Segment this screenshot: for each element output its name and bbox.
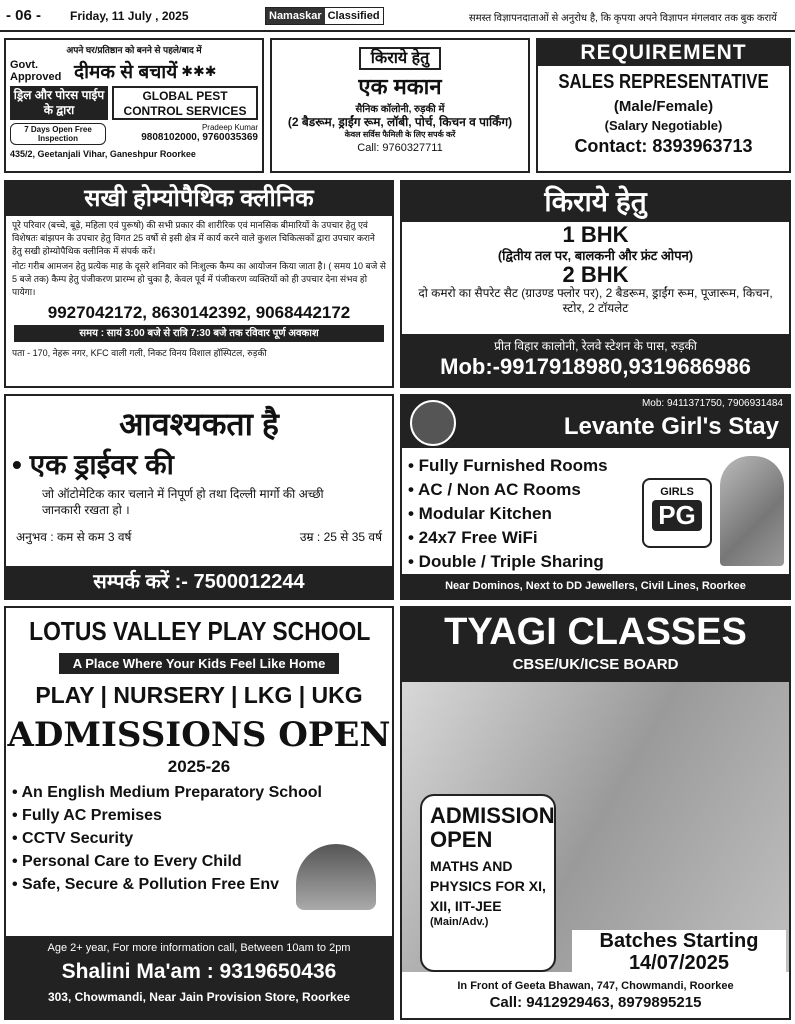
- rent-call: Call: 9760327711: [357, 142, 443, 154]
- rent-note: केवल सर्विस फैमिली के लिए सपर्क करें: [344, 130, 456, 139]
- free-inspection-badge: 7 Days Open Free Inspection: [10, 123, 106, 145]
- levante-feature: • AC / Non AC Rooms: [408, 480, 581, 499]
- ad-sales-requirement: [536, 38, 791, 173]
- levante-feature: • Modular Kitchen: [408, 504, 552, 523]
- levante-mobile: Mob: 9411371750, 7906931484: [641, 398, 783, 409]
- ad-house-rent: [270, 38, 530, 173]
- clinic-address: पता - 170, नेहरू नगर, KFC वाली गली, निकट विनय विशाल हॉस्पिटल, रुड़की: [12, 348, 267, 358]
- school-feature: • An English Medium Preparatory School: [12, 784, 322, 801]
- driver-contact: सम्पर्क करें :- 7500012244: [6, 566, 392, 598]
- page-number: - 06 -: [6, 7, 42, 24]
- school-feature: • Fully AC Premises: [12, 807, 162, 824]
- driver-age: उम्र : 25 से 35 वर्ष: [299, 530, 382, 544]
- levante-feature: • Fully Furnished Rooms: [408, 456, 608, 475]
- ad-driver-needed: [4, 394, 394, 600]
- bhk-two-desc: दो कमरो का सैपरेट सैट (ग्राउण्ड फ्लोर पर), 2 बैडरूम, ड्राईंग रूम, पूजारूम, किचन, स्टोर, 2 टॉयलेट: [418, 286, 773, 315]
- driver-description: जो ऑटोमेटिक कार चलाने में निपूर्ण हो तथा दिल्ली मार्गो की अच्छी जानकारी रखता हो ।: [42, 487, 324, 517]
- badge-top: GIRLS: [660, 486, 694, 498]
- tyagi-address: In Front of Geeta Bhawan, 747, Chowmandi, Roorkee: [457, 980, 734, 992]
- page-date: Friday, 11 July , 2025: [70, 9, 189, 23]
- pest-phones: 9808102000, 9760035369: [141, 132, 258, 143]
- bhk-one: 1 BHK: [562, 222, 629, 247]
- bhk-two: 2 BHK: [562, 262, 629, 287]
- clinic-timing: समय : सायं 3:00 बजे से रात्रि 7:30 बजे तक रविवार पूर्ण अवकाश: [14, 325, 384, 342]
- ad-homeopathic-clinic: [4, 180, 394, 388]
- pest-address: 435/2, Geetanjali Vihar, Ganeshpur Roorkee: [10, 149, 196, 159]
- levante-title: Levante Girl's Stay: [563, 413, 779, 440]
- brand-name-b: Classified: [327, 10, 380, 22]
- company-name: GLOBAL PEST CONTROL SERVICES: [112, 86, 258, 120]
- clinic-note: नोटः गरीब आमजन हेतु प्रत्येक माह के दूसरे शनिवार को निःशुल्क कैम्प का आयोजन किया जाता है। ( समय 10 बजे से 5 बजे तक) कैम्प हेतु पंजीकरण प्रारम्भ हो चुका है, केवल पूर्व में पंजीकरण व्यक्तियों को ही उपचार देना संभव हो पायेगा।: [12, 261, 386, 297]
- bhk-location: प्रीत विहार कालोनी, रेलवे स्टेशन के पास, रुड़की: [494, 339, 697, 353]
- girl-photo: [720, 456, 784, 566]
- tyagi-board: CBSE/UK/ICSE BOARD: [512, 656, 679, 673]
- levante-feature: • 24x7 Free WiFi: [408, 528, 538, 547]
- ad-pest-control: [4, 38, 264, 173]
- admission-line-2: OPEN: [430, 827, 493, 852]
- levante-feature: • Double / Triple Sharing: [408, 552, 604, 571]
- bhk-one-desc: (द्वितीय तल पर, बालकनी और फ्रंट ओपन): [497, 248, 694, 263]
- school-admission: ADMISSIONS OPEN: [7, 715, 391, 755]
- rent-details: (2 बैडरूम, ड्राईंग रूम, लॉबी, पोर्च, किचन व पार्किंग): [287, 115, 513, 129]
- driver-subtitle: • एक ड्राईवर की: [12, 449, 174, 480]
- ad-coaching-classes: [400, 606, 791, 1020]
- school-classes: PLAY | NURSERY | LKG | UKG: [35, 682, 363, 708]
- batch-panel: [572, 930, 786, 978]
- school-title: LOTUS VALLEY PLAY SCHOOL: [29, 616, 371, 646]
- bhk-title: किराये हेतु: [402, 182, 789, 222]
- school-session: 2025-26: [167, 757, 231, 776]
- req-title: SALES REPRESENTATIVE: [558, 71, 769, 93]
- rent-tag: किराये हेतु: [359, 47, 441, 70]
- ad-girls-pg: [400, 394, 791, 600]
- clinic-title: सखी होम्योपैथिक क्लीनिक: [6, 182, 392, 216]
- school-feature: • CCTV Security: [12, 830, 134, 847]
- header-note: समस्त विज्ञापनदाताओं से अनुरोध है, कि कृपया अपने विज्ञापन मंगलवार तक बुक करायें: [468, 13, 777, 24]
- school-address: 303, Chowmandi, Near Jain Provision Store, Roorkee: [47, 990, 351, 1004]
- admission-line-1: ADMISSION: [430, 803, 555, 828]
- owner-name: Pradeep Kumar: [201, 123, 258, 132]
- tyagi-call: Call: 9412929463, 8979895215: [489, 994, 702, 1011]
- rent-location: सैनिक कॉलोनी, रुड़की में: [355, 104, 445, 115]
- levante-address: Near Dominos, Next to DD Jewellers, Civil Lines, Roorkee: [402, 574, 789, 598]
- batch-line-2: 14/07/2025: [628, 952, 730, 974]
- batch-line-1: Batches Starting: [599, 930, 759, 952]
- badge-pg: PG: [652, 500, 702, 531]
- driver-title: आवश्यकता है: [119, 406, 279, 442]
- tyagi-main-adv: (Main/Adv.): [430, 916, 489, 928]
- school-contact: Shalini Ma'am : 9319650436: [61, 960, 337, 983]
- school-feature: • Safe, Secure & Pollution Free Env: [12, 876, 280, 893]
- req-heading: REQUIREMENT: [538, 40, 789, 66]
- req-gender: (Male/Female): [613, 98, 714, 115]
- girls-pg-badge: [642, 478, 712, 548]
- clinic-description: पूरे परिवार (बच्चे, बूढ़े, महिला एवं पुरूषो) की सभी प्रकार की शारीरिक एवं मानसिक बीमारियों के उपचार हेतु एवं विशेषतः बांझपन के उपचार हेतु विगत 25 वर्षो से इसी क्षेत्र में कार्य करने वाले कुशल चिकित्सकों द्वारा उपचार कराने हेतु सखी होम्योपैथिक क्लीनिक में संपर्क करें।: [12, 220, 375, 256]
- clinic-phones: 9927042172, 8630142392, 9068442172: [47, 303, 351, 322]
- insect-icons: ✱✱✱: [181, 62, 217, 79]
- driver-experience: अनुभव : कम से कम 3 वर्ष: [16, 530, 132, 544]
- page-header: [0, 0, 795, 32]
- admission-panel: [420, 794, 556, 972]
- tyagi-title: TYAGI CLASSES: [444, 611, 747, 653]
- bhk-mobile: Mob:-9917918980,9319686986: [440, 354, 751, 379]
- school-info: Age 2+ year, For more information call, Between 10am to 2pm: [47, 942, 351, 954]
- ad-bhk-rent: [400, 180, 791, 388]
- drill-method-badge: ड्रिल और पोरस पाईप के द्वारा: [10, 86, 108, 120]
- ad-play-school: [4, 606, 394, 1020]
- govt-approved-label: Govt. Approved: [10, 59, 62, 83]
- school-feature: • Personal Care to Every Child: [12, 853, 242, 870]
- school-tagline: A Place Where Your Kids Feel Like Home: [59, 653, 340, 674]
- pg-logo: [410, 400, 456, 446]
- brand-name-a: Namaskar: [266, 8, 325, 24]
- req-contact: Contact: 8393963713: [574, 136, 753, 156]
- brand-logo: [265, 7, 384, 25]
- req-salary: (Salary Negotiable): [604, 118, 723, 133]
- pest-title: दीमक से बचायें: [74, 62, 178, 83]
- tyagi-subjects: MATHS AND PHYSICS FOR XI, XII, IIT-JEE: [430, 858, 546, 914]
- rent-title: एक मकान: [358, 74, 442, 99]
- pest-top-line: अपने घर/प्रतिष्ठान को बनने से पहले/बाद में: [66, 45, 202, 55]
